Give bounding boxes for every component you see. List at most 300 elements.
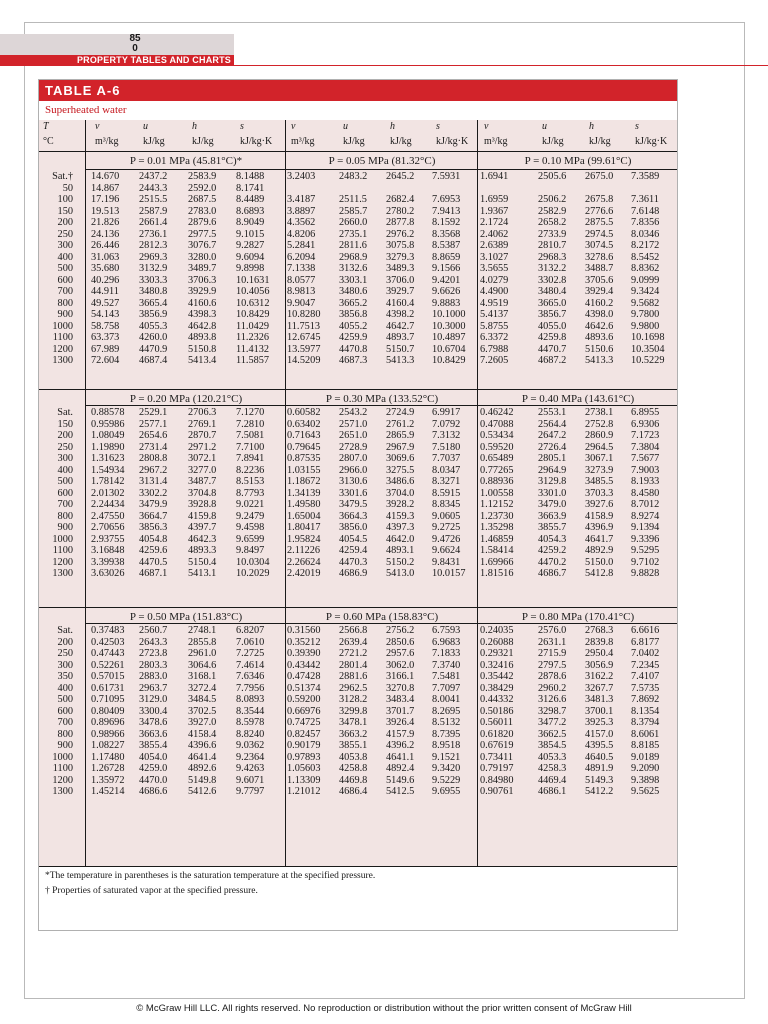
property-cell: 2728.9 — [339, 441, 368, 453]
property-cell: 9.4598 — [236, 522, 265, 533]
property-cell: 2506.2 — [538, 194, 567, 205]
temperature-cell: 1200 — [52, 774, 73, 786]
temperature-cell: 900 — [57, 309, 73, 320]
property-cell: 1.13309 — [287, 774, 321, 786]
property-cell: 3487.7 — [188, 476, 217, 487]
property-cell: 7.7097 — [432, 682, 461, 694]
property-cell: 2582.9 — [538, 205, 567, 217]
property-cell: 3267.7 — [585, 682, 614, 694]
temperature-cell: 400 — [57, 682, 73, 694]
property-cell: 17.196 — [91, 194, 120, 205]
table-row — [39, 625, 677, 637]
property-cell: 4053.8 — [339, 751, 368, 763]
property-cell: 2967.2 — [139, 464, 168, 476]
property-cell: 4469.8 — [339, 774, 368, 786]
pressure-heading: P = 0.80 MPa (170.41°C) — [521, 611, 635, 623]
property-cell: 3126.6 — [538, 694, 567, 705]
property-cell: 0.51374 — [287, 682, 321, 694]
property-cell: 1.05603 — [287, 763, 321, 774]
property-cell: 9.6626 — [432, 286, 461, 297]
property-cell: 3483.4 — [386, 694, 415, 705]
property-cell: 2706.3 — [188, 407, 217, 418]
property-cell: 4258.8 — [339, 763, 368, 774]
property-cell: 4.3562 — [287, 217, 316, 228]
property-cell: 4259.4 — [339, 545, 368, 556]
property-cell: 2682.4 — [386, 194, 415, 205]
temperature-cell: 1300 — [52, 355, 73, 366]
property-cell: 4469.4 — [538, 774, 567, 786]
property-cell: 4892.9 — [585, 545, 614, 556]
property-cell: 4.4900 — [480, 286, 509, 297]
property-cell: 5413.3 — [585, 355, 614, 366]
table-row — [39, 171, 677, 183]
temperature-cell: 250 — [57, 441, 73, 453]
property-cell: 0.71643 — [287, 430, 321, 441]
property-cell: 4397.3 — [386, 522, 415, 533]
header-symbol: T — [43, 121, 49, 132]
temperature-cell: 50 — [62, 182, 73, 194]
table-row — [39, 740, 677, 752]
header-unit: m³/kg — [484, 136, 508, 147]
property-cell: 2645.2 — [386, 171, 415, 182]
property-cell: 3664.3 — [339, 510, 368, 522]
property-cell: 5412.2 — [585, 786, 614, 797]
property-cell: 9.7800 — [631, 309, 660, 320]
property-cell: 1.23730 — [480, 510, 514, 522]
property-cell: 0.63402 — [287, 418, 321, 430]
property-cell: 0.53434 — [480, 430, 514, 441]
property-cell: 4642.8 — [188, 320, 217, 332]
property-cell: 3489.3 — [386, 263, 415, 274]
property-cell: 7.7037 — [432, 453, 461, 464]
property-cell: 4642.3 — [188, 533, 217, 545]
temperature-cell: 350 — [57, 671, 73, 682]
property-cell: 3.2403 — [287, 171, 316, 182]
property-cell: 3925.3 — [585, 717, 614, 728]
property-cell: 2483.2 — [339, 171, 368, 182]
table-row — [39, 729, 677, 741]
property-cell: 4259.2 — [538, 545, 567, 556]
property-cell: 3272.4 — [188, 682, 217, 694]
property-cell: 8.9049 — [236, 217, 265, 228]
property-cell: 3302.2 — [139, 487, 168, 499]
table-row — [39, 568, 677, 580]
property-cell: 0.67619 — [480, 740, 514, 751]
property-cell: 5412.6 — [188, 786, 217, 797]
property-cell: 8.5153 — [236, 476, 265, 487]
property-cell: 3856.9 — [139, 309, 168, 320]
property-cell: 2647.2 — [538, 430, 567, 441]
property-cell: 4687.4 — [139, 355, 168, 366]
property-cell: 9.7102 — [631, 556, 660, 568]
header-unit: °C — [43, 136, 54, 147]
property-cell: 4892.4 — [386, 763, 415, 774]
property-cell: 2735.1 — [339, 228, 368, 240]
property-cell: 3855.1 — [339, 740, 368, 751]
property-cell: 8.9274 — [631, 510, 660, 522]
temperature-cell: 500 — [57, 694, 73, 705]
table-bottom-rule — [39, 866, 677, 867]
property-cell: 1.21012 — [287, 786, 321, 797]
property-cell: 6.8207 — [236, 625, 265, 636]
property-cell: 11.4132 — [236, 343, 270, 355]
table-row — [39, 752, 677, 764]
property-cell: 4055.3 — [139, 320, 168, 332]
property-cell: 9.6094 — [236, 251, 265, 263]
property-cell: 4686.6 — [139, 786, 168, 797]
property-cell: 2963.7 — [139, 682, 168, 694]
property-cell: 8.6061 — [631, 728, 660, 740]
temperature-cell: 250 — [57, 228, 73, 240]
temperature-cell: 800 — [57, 728, 73, 740]
temperature-cell: 1100 — [52, 332, 73, 343]
property-cell: 8.2695 — [432, 705, 461, 717]
property-cell: 7.8941 — [236, 453, 265, 464]
property-cell: 2776.6 — [585, 205, 614, 217]
property-cell: 7.1270 — [236, 407, 265, 418]
table-subtitle: Superheated water — [45, 104, 127, 116]
temperature-cell: Sat.† — [52, 171, 73, 182]
property-cell: 5149.8 — [188, 774, 217, 786]
property-cell: 8.0346 — [631, 228, 660, 240]
property-cell: 8.1354 — [631, 705, 660, 717]
property-cell: 8.6893 — [236, 205, 265, 217]
property-cell: 4396.2 — [386, 740, 415, 751]
property-cell: 2850.6 — [386, 636, 415, 648]
pressure-heading: P = 0.01 MPa (45.81°C)* — [129, 155, 243, 167]
property-cell: 0.82457 — [287, 728, 321, 740]
property-cell: 0.46242 — [480, 407, 514, 418]
property-cell: 0.44332 — [480, 694, 514, 705]
property-cell: 2768.3 — [585, 625, 614, 636]
property-cell: 3929.9 — [188, 286, 217, 297]
property-cell: 9.3396 — [631, 533, 660, 545]
property-cell: 54.143 — [91, 309, 120, 320]
property-cell: 2811.6 — [339, 240, 367, 251]
property-cell: 5150.0 — [585, 556, 614, 568]
property-cell: 3928.8 — [188, 499, 217, 510]
header-unit: kJ/kg — [589, 136, 611, 147]
chapter-title: PROPERTY TABLES AND CHARTS — [0, 55, 234, 66]
property-cell: 4891.9 — [585, 763, 614, 774]
property-cell: 5150.2 — [386, 556, 415, 568]
property-cell: 2875.5 — [585, 217, 614, 228]
property-cell: 2805.1 — [538, 453, 567, 464]
property-cell: 3132.2 — [538, 263, 567, 274]
property-cell: 3703.3 — [585, 487, 614, 499]
property-cell: 7.9003 — [631, 464, 660, 476]
property-cell: 1.81516 — [480, 568, 514, 579]
table-row — [39, 488, 677, 500]
temperature-cell: 600 — [57, 274, 73, 286]
property-cell: 4687.2 — [538, 355, 567, 366]
property-cell: 6.8177 — [631, 636, 660, 648]
header-symbol: v — [291, 121, 296, 132]
temperature-cell: 1200 — [52, 556, 73, 568]
property-cell: 2865.9 — [386, 430, 415, 441]
property-cell: 2881.6 — [339, 671, 368, 682]
property-cell: 4158.4 — [188, 728, 217, 740]
property-cell: 1.54934 — [91, 464, 125, 476]
property-cell: 0.88578 — [91, 407, 125, 418]
property-cell: 5150.6 — [585, 343, 614, 355]
property-cell: 9.9047 — [287, 297, 316, 309]
temperature-cell: 1300 — [52, 568, 73, 579]
property-cell: 4053.3 — [538, 751, 567, 763]
property-cell: 3280.0 — [188, 251, 217, 263]
property-cell: 1.00558 — [480, 487, 514, 499]
table-row — [39, 419, 677, 431]
property-cell: 2950.4 — [585, 648, 614, 659]
property-cell: 8.8185 — [631, 740, 660, 751]
property-cell: 3665.0 — [538, 297, 567, 309]
property-cell: 4398.3 — [188, 309, 217, 320]
table-row — [39, 683, 677, 695]
property-cell: 2687.5 — [188, 194, 217, 205]
table-row — [39, 637, 677, 649]
property-cell: 4157.0 — [585, 728, 614, 740]
property-cell: 6.6616 — [631, 625, 660, 636]
header-unit: m³/kg — [95, 136, 119, 147]
property-cell: 3706.0 — [386, 274, 415, 286]
property-cell: 3488.7 — [585, 263, 614, 274]
property-cell: 3480.8 — [139, 286, 168, 297]
property-cell: 3665.4 — [139, 297, 168, 309]
property-cell: 1.95824 — [287, 533, 321, 545]
property-cell: 9.4201 — [432, 274, 461, 286]
property-cell: 7.4614 — [236, 659, 265, 671]
property-cell: 2877.8 — [386, 217, 415, 228]
property-cell: 2964.9 — [538, 464, 567, 476]
header-unit: kJ/kg — [390, 136, 412, 147]
property-cell: 8.5452 — [631, 251, 660, 263]
property-cell: 67.989 — [91, 343, 120, 355]
property-cell: 3700.1 — [585, 705, 614, 717]
table-row — [39, 694, 677, 706]
property-cell: 7.5735 — [631, 682, 660, 694]
property-cell: 3485.5 — [585, 476, 614, 487]
property-cell: 10.4897 — [432, 332, 466, 343]
property-cell: 8.1488 — [236, 171, 265, 182]
band-rule — [39, 389, 677, 390]
property-cell: 0.89696 — [91, 717, 125, 728]
property-cell: 2968.3 — [538, 251, 567, 263]
property-cell: 24.136 — [91, 228, 120, 240]
property-cell: 14.867 — [91, 182, 120, 194]
property-cell: 11.7513 — [287, 320, 321, 332]
property-cell: 4.8206 — [287, 228, 316, 240]
temperature-cell: 200 — [57, 430, 73, 441]
header-symbol: u — [343, 121, 348, 132]
property-cell: 4054.8 — [139, 533, 168, 545]
property-cell: 7.5677 — [631, 453, 660, 464]
property-cell: 10.0304 — [236, 556, 270, 568]
table-row — [39, 430, 677, 442]
property-cell: 1.19890 — [91, 441, 125, 453]
property-cell: 5413.1 — [188, 568, 217, 579]
property-cell: 3701.7 — [386, 705, 415, 717]
property-cell: 4893.1 — [386, 545, 415, 556]
property-cell: 2966.0 — [339, 464, 368, 476]
pressure-heading: P = 0.20 MPa (120.21°C) — [129, 393, 243, 405]
property-cell: 3162.2 — [585, 671, 614, 682]
property-cell: 7.3804 — [631, 441, 660, 453]
property-cell: 7.5931 — [432, 171, 461, 182]
property-cell: 31.063 — [91, 251, 120, 263]
property-cell: 4054.3 — [538, 533, 567, 545]
property-cell: 3489.7 — [188, 263, 217, 274]
property-cell: 9.5625 — [631, 786, 660, 797]
table-row — [39, 648, 677, 660]
property-cell: 2.1724 — [480, 217, 509, 228]
property-cell: 10.1000 — [432, 309, 466, 320]
header-unit: kJ/kg — [143, 136, 165, 147]
temperature-cell: Sat. — [57, 625, 73, 636]
property-cell: 7.0402 — [631, 648, 660, 659]
property-cell: 1.18672 — [287, 476, 321, 487]
header-unit: kJ/kg — [192, 136, 214, 147]
property-cell: 3855.4 — [139, 740, 168, 751]
property-cell: 8.8345 — [432, 499, 461, 510]
table-row — [39, 240, 677, 252]
property-cell: 10.3504 — [631, 343, 665, 355]
property-cell: 8.3544 — [236, 705, 265, 717]
property-cell: 2.6389 — [480, 240, 509, 251]
property-cell: 2529.1 — [139, 407, 168, 418]
property-cell: 9.1015 — [236, 228, 265, 240]
property-cell: 3855.7 — [538, 522, 567, 533]
table-row — [39, 183, 677, 195]
property-cell: 8.1741 — [236, 182, 265, 194]
property-cell: 6.3372 — [480, 332, 509, 343]
property-cell: 6.7988 — [480, 343, 509, 355]
property-cell: 3479.5 — [339, 499, 368, 510]
property-cell: 8.4489 — [236, 194, 265, 205]
property-cell: 63.373 — [91, 332, 120, 343]
table-row — [39, 217, 677, 229]
property-cell: 5.4137 — [480, 309, 509, 320]
property-cell: 3273.9 — [585, 464, 614, 476]
pressure-heading: P = 0.60 MPa (158.83°C) — [325, 611, 439, 623]
property-cell: 5149.6 — [386, 774, 415, 786]
property-cell: 3074.5 — [585, 240, 614, 251]
property-cell: 3062.0 — [386, 659, 415, 671]
property-cell: 4398.0 — [585, 309, 614, 320]
property-cell: 0.42503 — [91, 636, 125, 648]
property-cell: 10.2029 — [236, 568, 270, 579]
property-cell: 7.2345 — [631, 659, 660, 671]
property-cell: 9.5229 — [432, 774, 461, 786]
property-cell: 0.98966 — [91, 728, 125, 740]
property-cell: 0.47443 — [91, 648, 125, 659]
property-cell: 0.47088 — [480, 418, 514, 430]
property-cell: 4055.0 — [538, 320, 567, 332]
subheading-rule — [85, 169, 677, 170]
property-cell: 6.2094 — [287, 251, 316, 263]
property-cell: 2.24434 — [91, 499, 125, 510]
property-cell: 2878.6 — [538, 671, 567, 682]
property-cell: 2724.9 — [386, 407, 415, 418]
property-cell: 3663.6 — [139, 728, 168, 740]
property-cell: 2731.4 — [139, 441, 168, 453]
property-cell: 1.31623 — [91, 453, 125, 464]
property-cell: 3132.9 — [139, 263, 168, 274]
property-cell: 2756.2 — [386, 625, 415, 636]
property-cell: 6.9306 — [631, 418, 660, 430]
property-cell: 3076.7 — [188, 240, 217, 251]
property-cell: 2803.3 — [139, 659, 168, 671]
property-cell: 5413.0 — [386, 568, 415, 579]
property-cell: 0.26088 — [480, 636, 514, 648]
property-cell: 0.56011 — [480, 717, 514, 728]
property-cell: 4642.7 — [386, 320, 415, 332]
property-cell: 2738.1 — [585, 407, 614, 418]
table-row — [39, 229, 677, 241]
property-cell: 4.0279 — [480, 274, 509, 286]
table-row — [39, 263, 677, 275]
property-cell: 0.52261 — [91, 659, 125, 671]
header-unit: kJ/kg·K — [240, 136, 273, 147]
table-row — [39, 499, 677, 511]
property-grid — [39, 120, 677, 867]
property-cell: 7.0610 — [236, 636, 265, 648]
property-cell: 2723.8 — [139, 648, 168, 659]
property-cell: 0.35442 — [480, 671, 514, 682]
header-symbol: v — [95, 121, 100, 132]
property-cell: 6.8955 — [631, 407, 660, 418]
property-cell: 2675.0 — [585, 171, 614, 182]
temperature-cell: 800 — [57, 510, 73, 522]
table-row — [39, 298, 677, 310]
temperature-cell: 1000 — [52, 751, 73, 763]
property-cell: 0.61731 — [91, 682, 125, 694]
property-cell: 2658.2 — [538, 217, 567, 228]
temperature-cell: 1100 — [52, 545, 73, 556]
page-number: 85 0 — [129, 33, 141, 54]
property-cell: 9.0362 — [236, 740, 265, 751]
property-cell: 3929.4 — [585, 286, 614, 297]
property-cell: 2543.2 — [339, 407, 368, 418]
property-cell: 10.5229 — [631, 355, 665, 366]
property-cell: 2855.8 — [188, 636, 217, 648]
band-rule — [39, 151, 677, 152]
property-cell: 3069.6 — [386, 453, 415, 464]
table-row — [39, 534, 677, 546]
property-cell: 8.0041 — [432, 694, 461, 705]
property-cell: 8.5387 — [432, 240, 461, 251]
property-cell: 7.3740 — [432, 659, 461, 671]
temperature-cell: 400 — [57, 251, 73, 263]
property-cell: 2587.9 — [139, 205, 168, 217]
property-cell: 8.9813 — [287, 286, 316, 297]
temperature-cell: 1200 — [52, 343, 73, 355]
property-cell: 8.3794 — [631, 717, 660, 728]
header-unit: kJ/kg — [343, 136, 365, 147]
table-row — [39, 511, 677, 523]
property-cell: 1.34139 — [287, 487, 321, 499]
property-cell: 8.0893 — [236, 694, 265, 705]
table-row — [39, 476, 677, 488]
temperature-cell: 1100 — [52, 763, 73, 774]
property-cell: 9.2090 — [631, 763, 660, 774]
property-cell: 4642.0 — [386, 533, 415, 545]
property-cell: 3302.8 — [538, 274, 567, 286]
property-cell: 3478.1 — [339, 717, 368, 728]
table-row — [39, 332, 677, 344]
property-cell: 3481.3 — [585, 694, 614, 705]
property-cell: 2.47550 — [91, 510, 125, 522]
property-cell: 8.2172 — [631, 240, 660, 251]
